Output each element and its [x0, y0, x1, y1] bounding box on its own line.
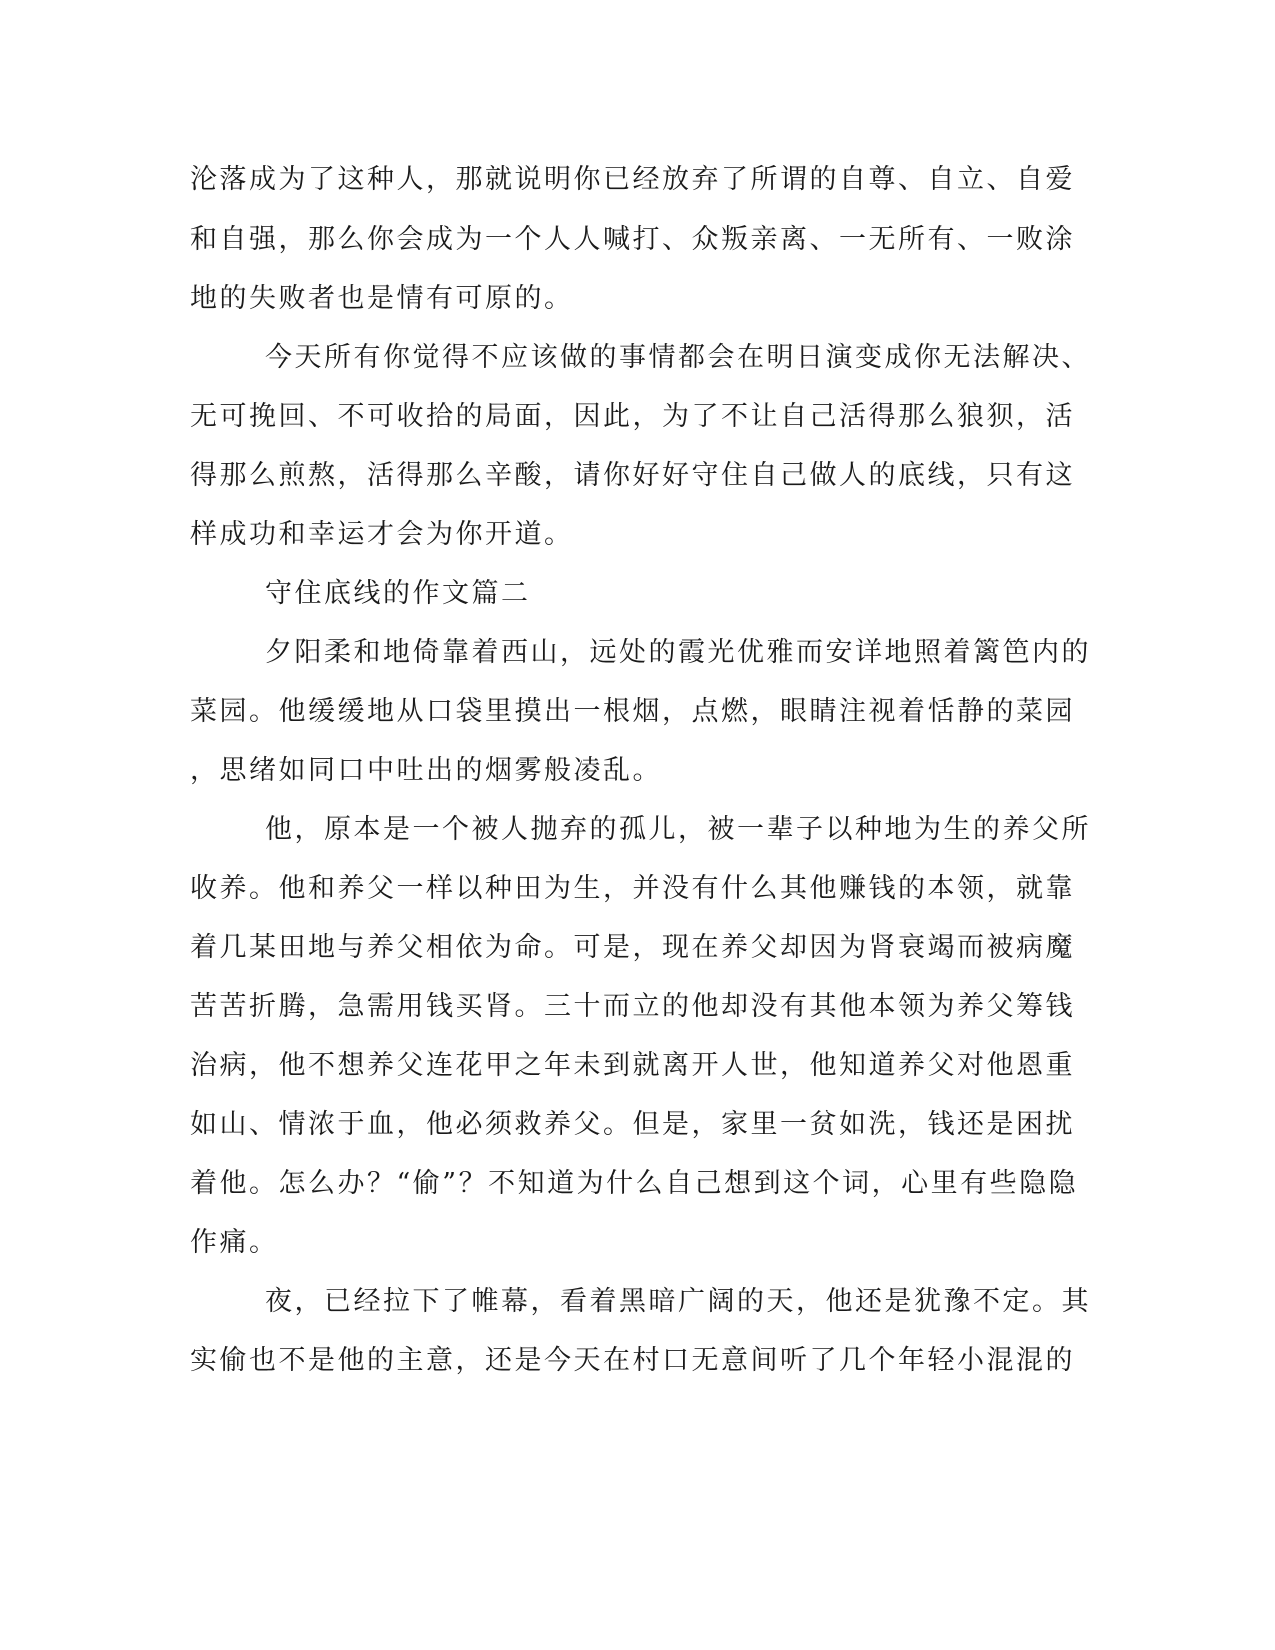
text-line: 菜园。他缓缓地从口袋里摸出一根烟，点燃，眼睛注视着恬静的菜园	[190, 696, 1075, 727]
text-line: 和自强，那么你会成为一个人人喊打、众叛亲离、一无所有、一败涂	[190, 224, 1075, 255]
text-line: 得那么煎熬，活得那么辛酸，请你好好守住自己做人的底线，只有这	[190, 460, 1075, 491]
text-line: 地的失败者也是情有可原的。	[190, 283, 574, 314]
text-line: 作痛。	[190, 1227, 279, 1258]
text-line: 实偷也不是他的主意，还是今天在村口无意间听了几个年轻小混混的	[190, 1345, 1075, 1376]
text-line: 夕阳柔和地倚靠着西山，远处的霞光优雅而安详地照着篱笆内的	[265, 637, 1091, 668]
text-line: 收养。他和养父一样以种田为生，并没有什么其他赚钱的本领，就靠	[190, 873, 1075, 904]
text-line: 无可挽回、不可收拾的局面，因此，为了不让自己活得那么狼狈，活	[190, 401, 1075, 432]
text-line: 苦苦折腾，急需用钱买肾。三十而立的他却没有其他本领为养父筹钱	[190, 991, 1075, 1022]
text-line: 今天所有你觉得不应该做的事情都会在明日演变成你无法解决、	[265, 342, 1091, 373]
text-line: 他，原本是一个被人抛弃的孤儿，被一辈子以种地为生的养父所	[265, 814, 1091, 845]
text-line: 夜，已经拉下了帷幕，看着黑暗广阔的天，他还是犹豫不定。其	[265, 1286, 1091, 1317]
text-line: 沦落成为了这种人，那就说明你已经放弃了所谓的自尊、自立、自爱	[190, 164, 1075, 195]
text-line: 治病，他不想养父连花甲之年未到就离开人世，他知道养父对他恩重	[190, 1050, 1075, 1081]
section-heading: 守住底线的作文篇二	[265, 578, 531, 609]
text-line: ，思绪如同口中吐出的烟雾般凌乱。	[190, 755, 662, 786]
text-line: 着几某田地与养父相依为命。可是，现在养父却因为肾衰竭而被病魔	[190, 932, 1075, 963]
text-line: 着他。怎么办？“偷”？不知道为什么自己想到这个词，心里有些隐隐	[190, 1168, 1079, 1199]
text-line: 样成功和幸运才会为你开道。	[190, 519, 574, 550]
text-line: 如山、情浓于血，他必须救养父。但是，家里一贫如洗，钱还是困扰	[190, 1109, 1075, 1140]
